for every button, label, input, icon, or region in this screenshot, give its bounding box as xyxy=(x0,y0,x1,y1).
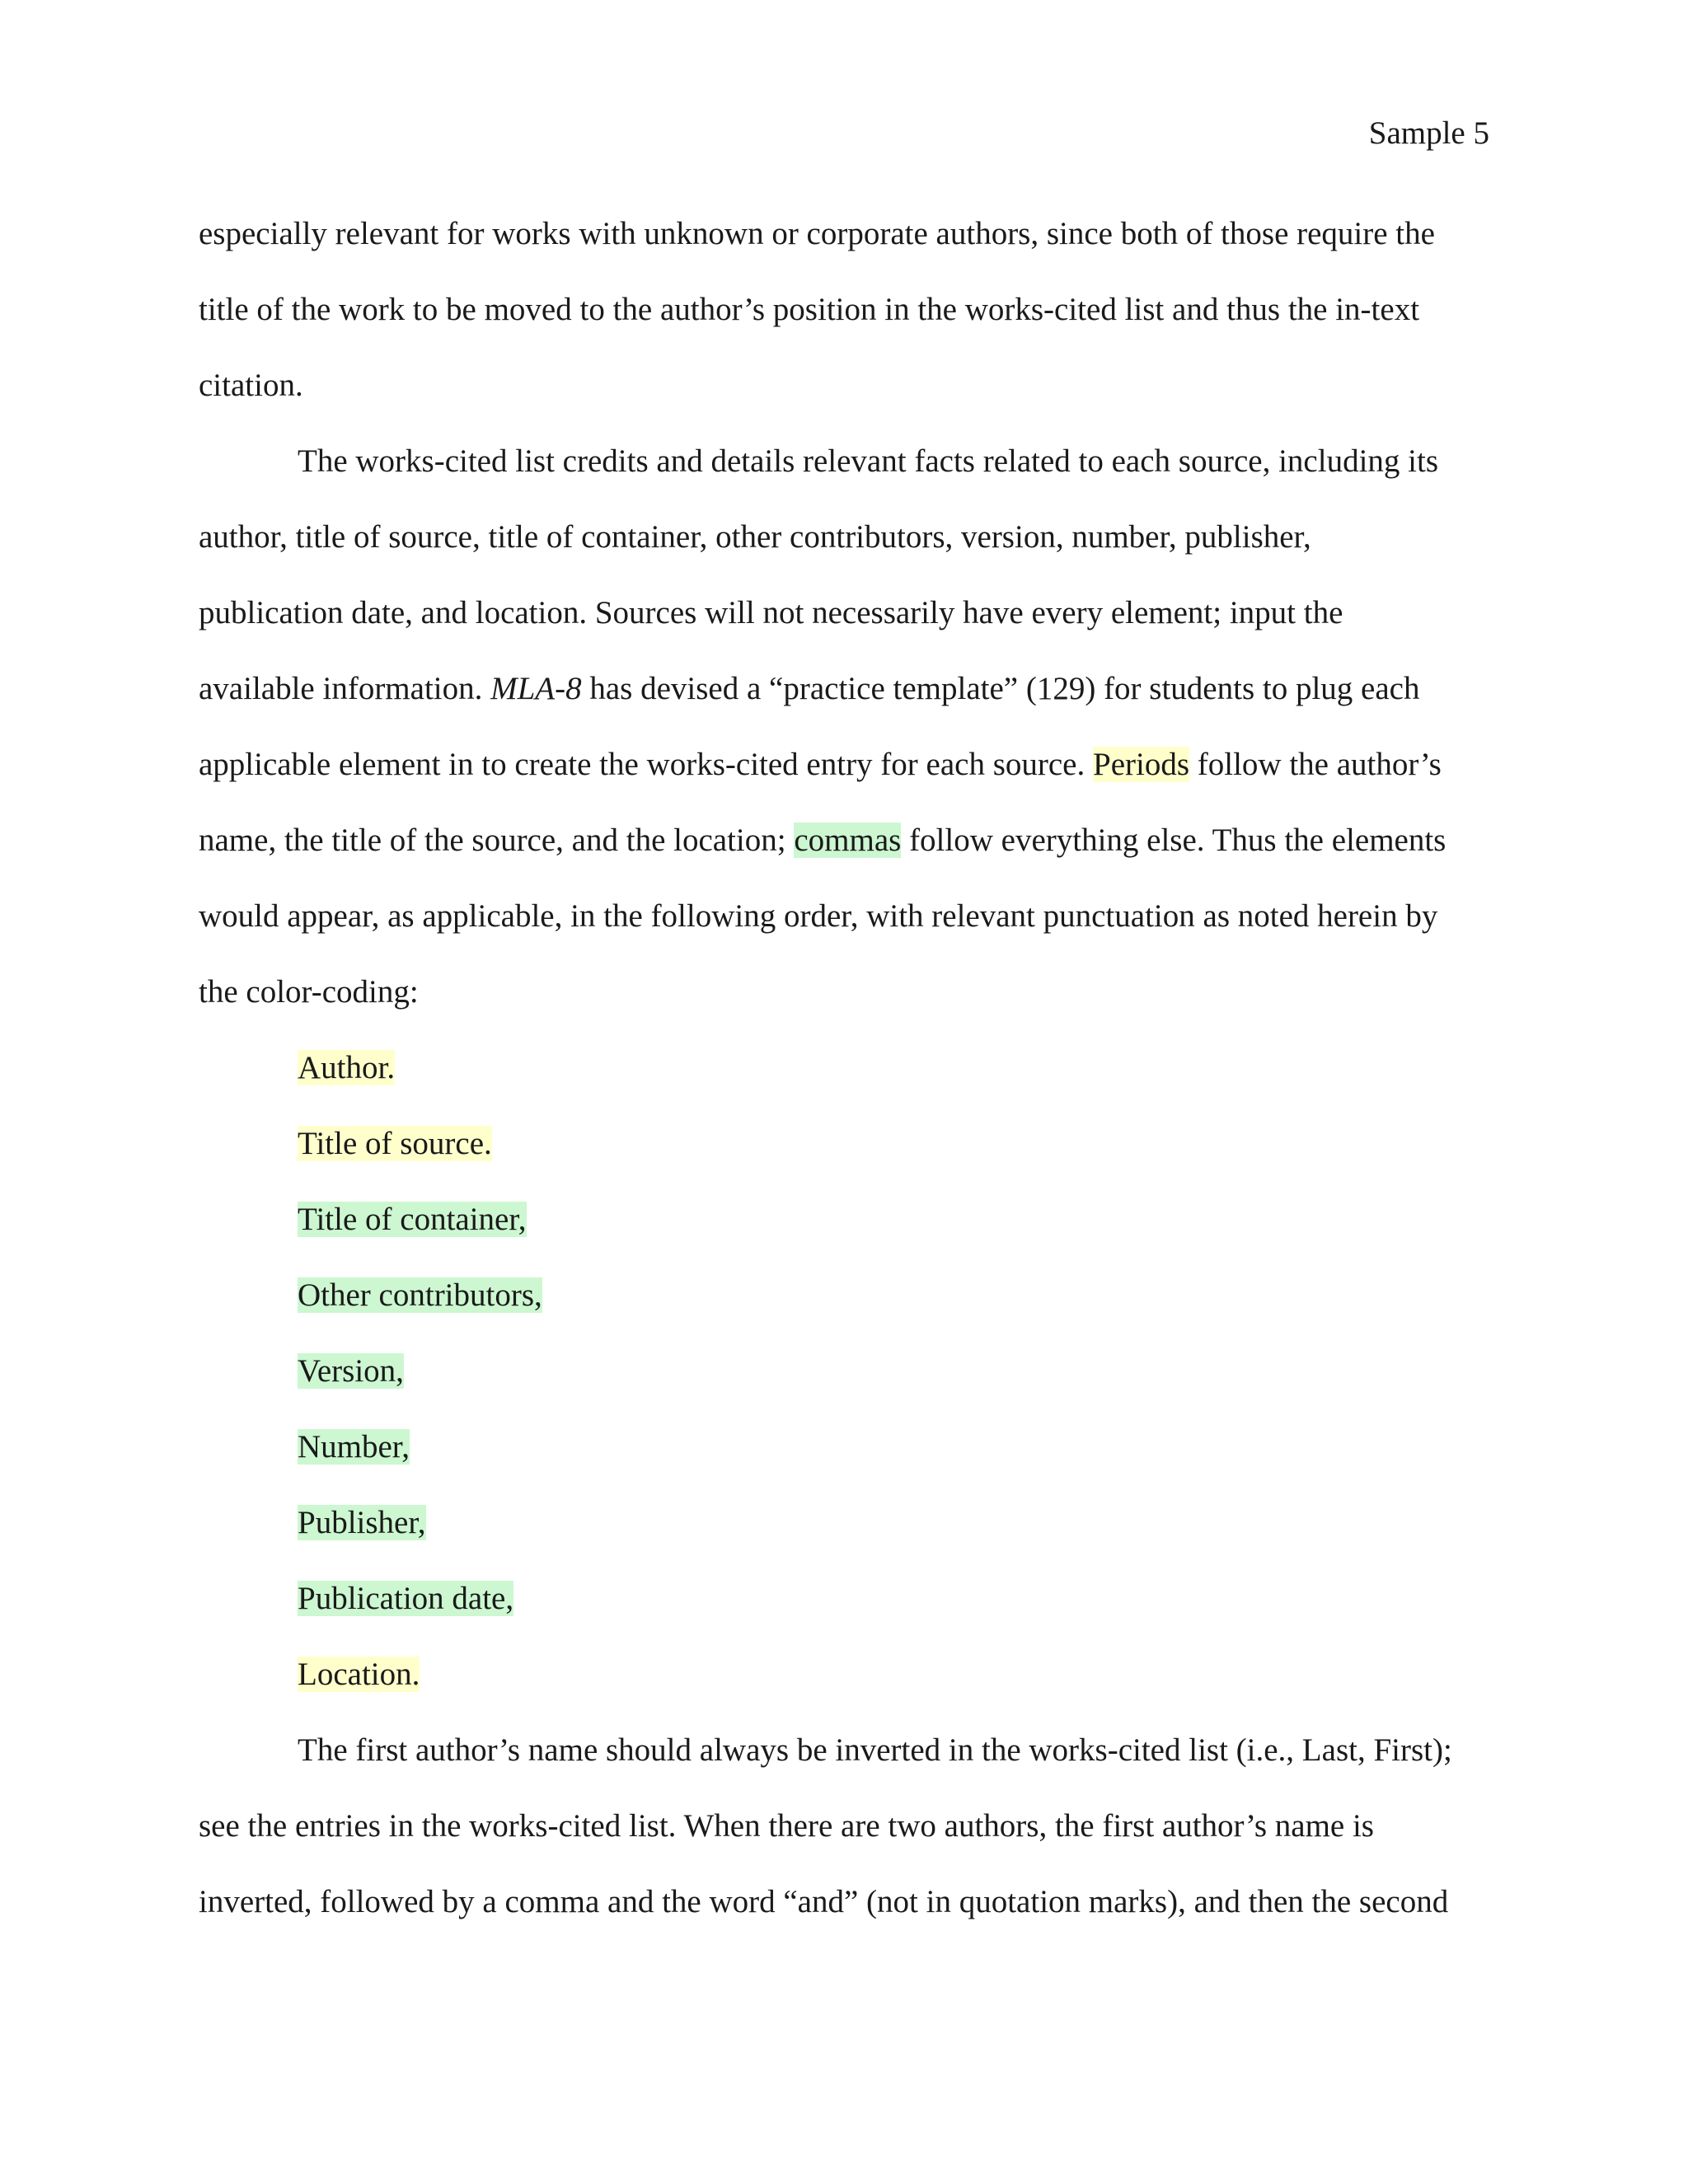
element-item xyxy=(199,1258,1489,1333)
para2-line: author, title of source, title of container, other contributors, version, number, publisher, xyxy=(199,519,1311,555)
element-item xyxy=(199,1561,1489,1637)
para1-line: especially relevant for works with unknown or corporate authors, since both of those require the xyxy=(199,216,1435,251)
para2-line: publication date, and location. Sources will not necessarily have every element; input the xyxy=(199,595,1343,630)
para2-line: would appear, as applicable, in the following order, with relevant punctuation as noted herein by xyxy=(199,898,1438,934)
element-label: Author. xyxy=(298,1050,396,1085)
element-label: Number, xyxy=(298,1429,410,1465)
element-label: Other contributors, xyxy=(298,1277,542,1313)
para2-line: the color-coding: xyxy=(199,974,419,1010)
element-item xyxy=(199,1030,1489,1106)
element-label: Publication date, xyxy=(298,1581,514,1616)
para2-line xyxy=(199,727,1489,803)
text-segment: has devised a “practice template” (129) for students to plug each xyxy=(581,671,1420,706)
text-segment: name, the title of the source, and the location; xyxy=(199,823,795,858)
document-body xyxy=(199,196,1489,1940)
element-item xyxy=(199,1409,1489,1485)
text-segment: follow the author’s xyxy=(1189,747,1442,782)
para3-line: The first author’s name should always be inverted in the works-cited list (i.e., Last, First); xyxy=(298,1732,1452,1768)
element-item xyxy=(199,1182,1489,1258)
running-head: Sample 5 xyxy=(1368,115,1489,151)
element-label: Title of source. xyxy=(298,1126,492,1161)
para1-line: citation. xyxy=(199,368,303,403)
periods-highlight: Periods xyxy=(1093,747,1189,782)
para2-line xyxy=(199,803,1489,879)
element-item xyxy=(199,1485,1489,1561)
para2-line xyxy=(199,651,1489,727)
element-label: Publisher, xyxy=(298,1505,426,1540)
para2-line: The works-cited list credits and details relevant facts related to each source, including its xyxy=(298,443,1439,479)
element-list xyxy=(199,1030,1489,1713)
element-item xyxy=(199,1637,1489,1713)
element-label: Location. xyxy=(298,1657,420,1692)
para3-line: inverted, followed by a comma and the word “and” (not in quotation marks), and then the second xyxy=(199,1884,1449,1919)
text-segment: available information. xyxy=(199,671,491,706)
element-label: Title of container, xyxy=(298,1202,527,1237)
commas-highlight: commas xyxy=(794,823,902,858)
para3-line: see the entries in the works-cited list. When there are two authors, the first author’s name is xyxy=(199,1808,1374,1844)
para1-line: title of the work to be moved to the author’s position in the works-cited list and thus the in-text xyxy=(199,292,1420,327)
element-label: Version, xyxy=(298,1353,404,1389)
italic-title: MLA-8 xyxy=(490,671,582,706)
element-item xyxy=(199,1106,1489,1182)
element-item xyxy=(199,1333,1489,1409)
text-segment: applicable element in to create the works-cited entry for each source. xyxy=(199,747,1093,782)
text-segment: follow everything else. Thus the elements xyxy=(901,823,1447,858)
